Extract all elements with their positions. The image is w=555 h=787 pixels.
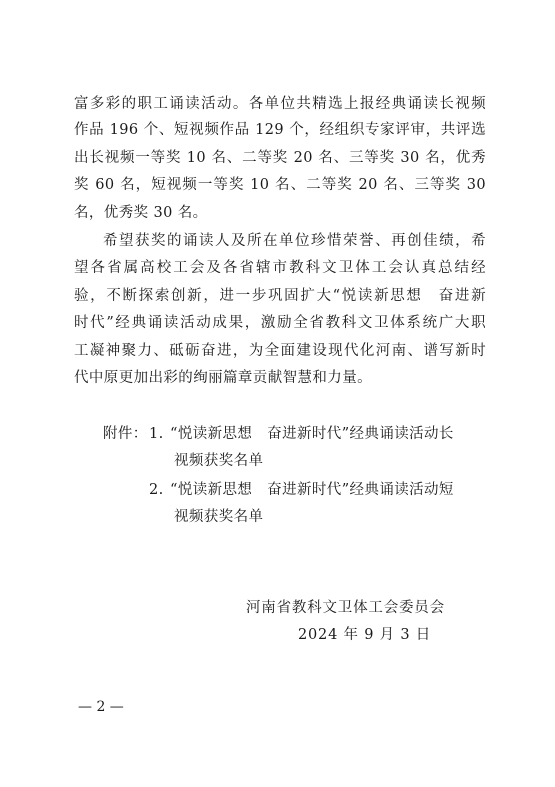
paragraph-1-line-3: 出长视频一等奖 10 名、二等奖 20 名、三等奖 30 名，优秀 [74, 150, 486, 166]
paragraph-1-line-2: 作品 196 个、短视频作品 129 个，经组织专家评审，共评选 [74, 122, 486, 138]
paragraph-2-line-3: 验，不断探索创新，进一步巩固扩大“悦读新思想 奋进新 [74, 288, 486, 304]
paragraph-2-line-2: 望各省属高校工会及各省辖市教科文卫体工会认真总结经 [74, 260, 486, 276]
issuing-organization: 河南省教科文卫体工会委员会 [246, 600, 445, 616]
attachment-title-line-2: 视频获奖名单 [174, 453, 264, 469]
attachment-number: 1. [149, 426, 164, 442]
page-number: — 2 — [78, 699, 124, 715]
paragraph-1-line-1: 富多彩的职工诵读活动。各单位共精选上报经典诵读长视频 [74, 96, 486, 112]
paragraph-2-line-1: 希望获奖的诵读人及所在单位珍惜荣誉、再创佳绩，希 [103, 233, 486, 249]
paragraph-1-line-4: 奖 60 名，短视频一等奖 10 名、二等奖 20 名、三等奖 30 [74, 177, 486, 193]
paragraph-2-line-4: 时代”经典诵读活动成果，激励全省教科文卫体系统广大职 [74, 315, 486, 331]
attachment-title-line-1: “悦读新思想 奋进新时代”经典诵读活动长 [170, 426, 454, 442]
paragraph-2-line-6: 代中原更加出彩的绚丽篇章贡献智慧和力量。 [74, 370, 372, 386]
attachment-number: 2. [149, 482, 164, 498]
attachments-label: 附件： [103, 426, 148, 442]
paragraph-2-line-5: 工凝神聚力、砥砺奋进，为全面建设现代化河南、谱写新时 [74, 343, 486, 359]
attachment-title-line-1: “悦读新思想 奋进新时代”经典诵读活动短 [170, 482, 454, 498]
paragraph-1-line-5: 名，优秀奖 30 名。 [74, 205, 208, 221]
issue-date: 2024 年 9 月 3 日 [298, 627, 432, 643]
attachment-title-line-2: 视频获奖名单 [174, 509, 264, 525]
